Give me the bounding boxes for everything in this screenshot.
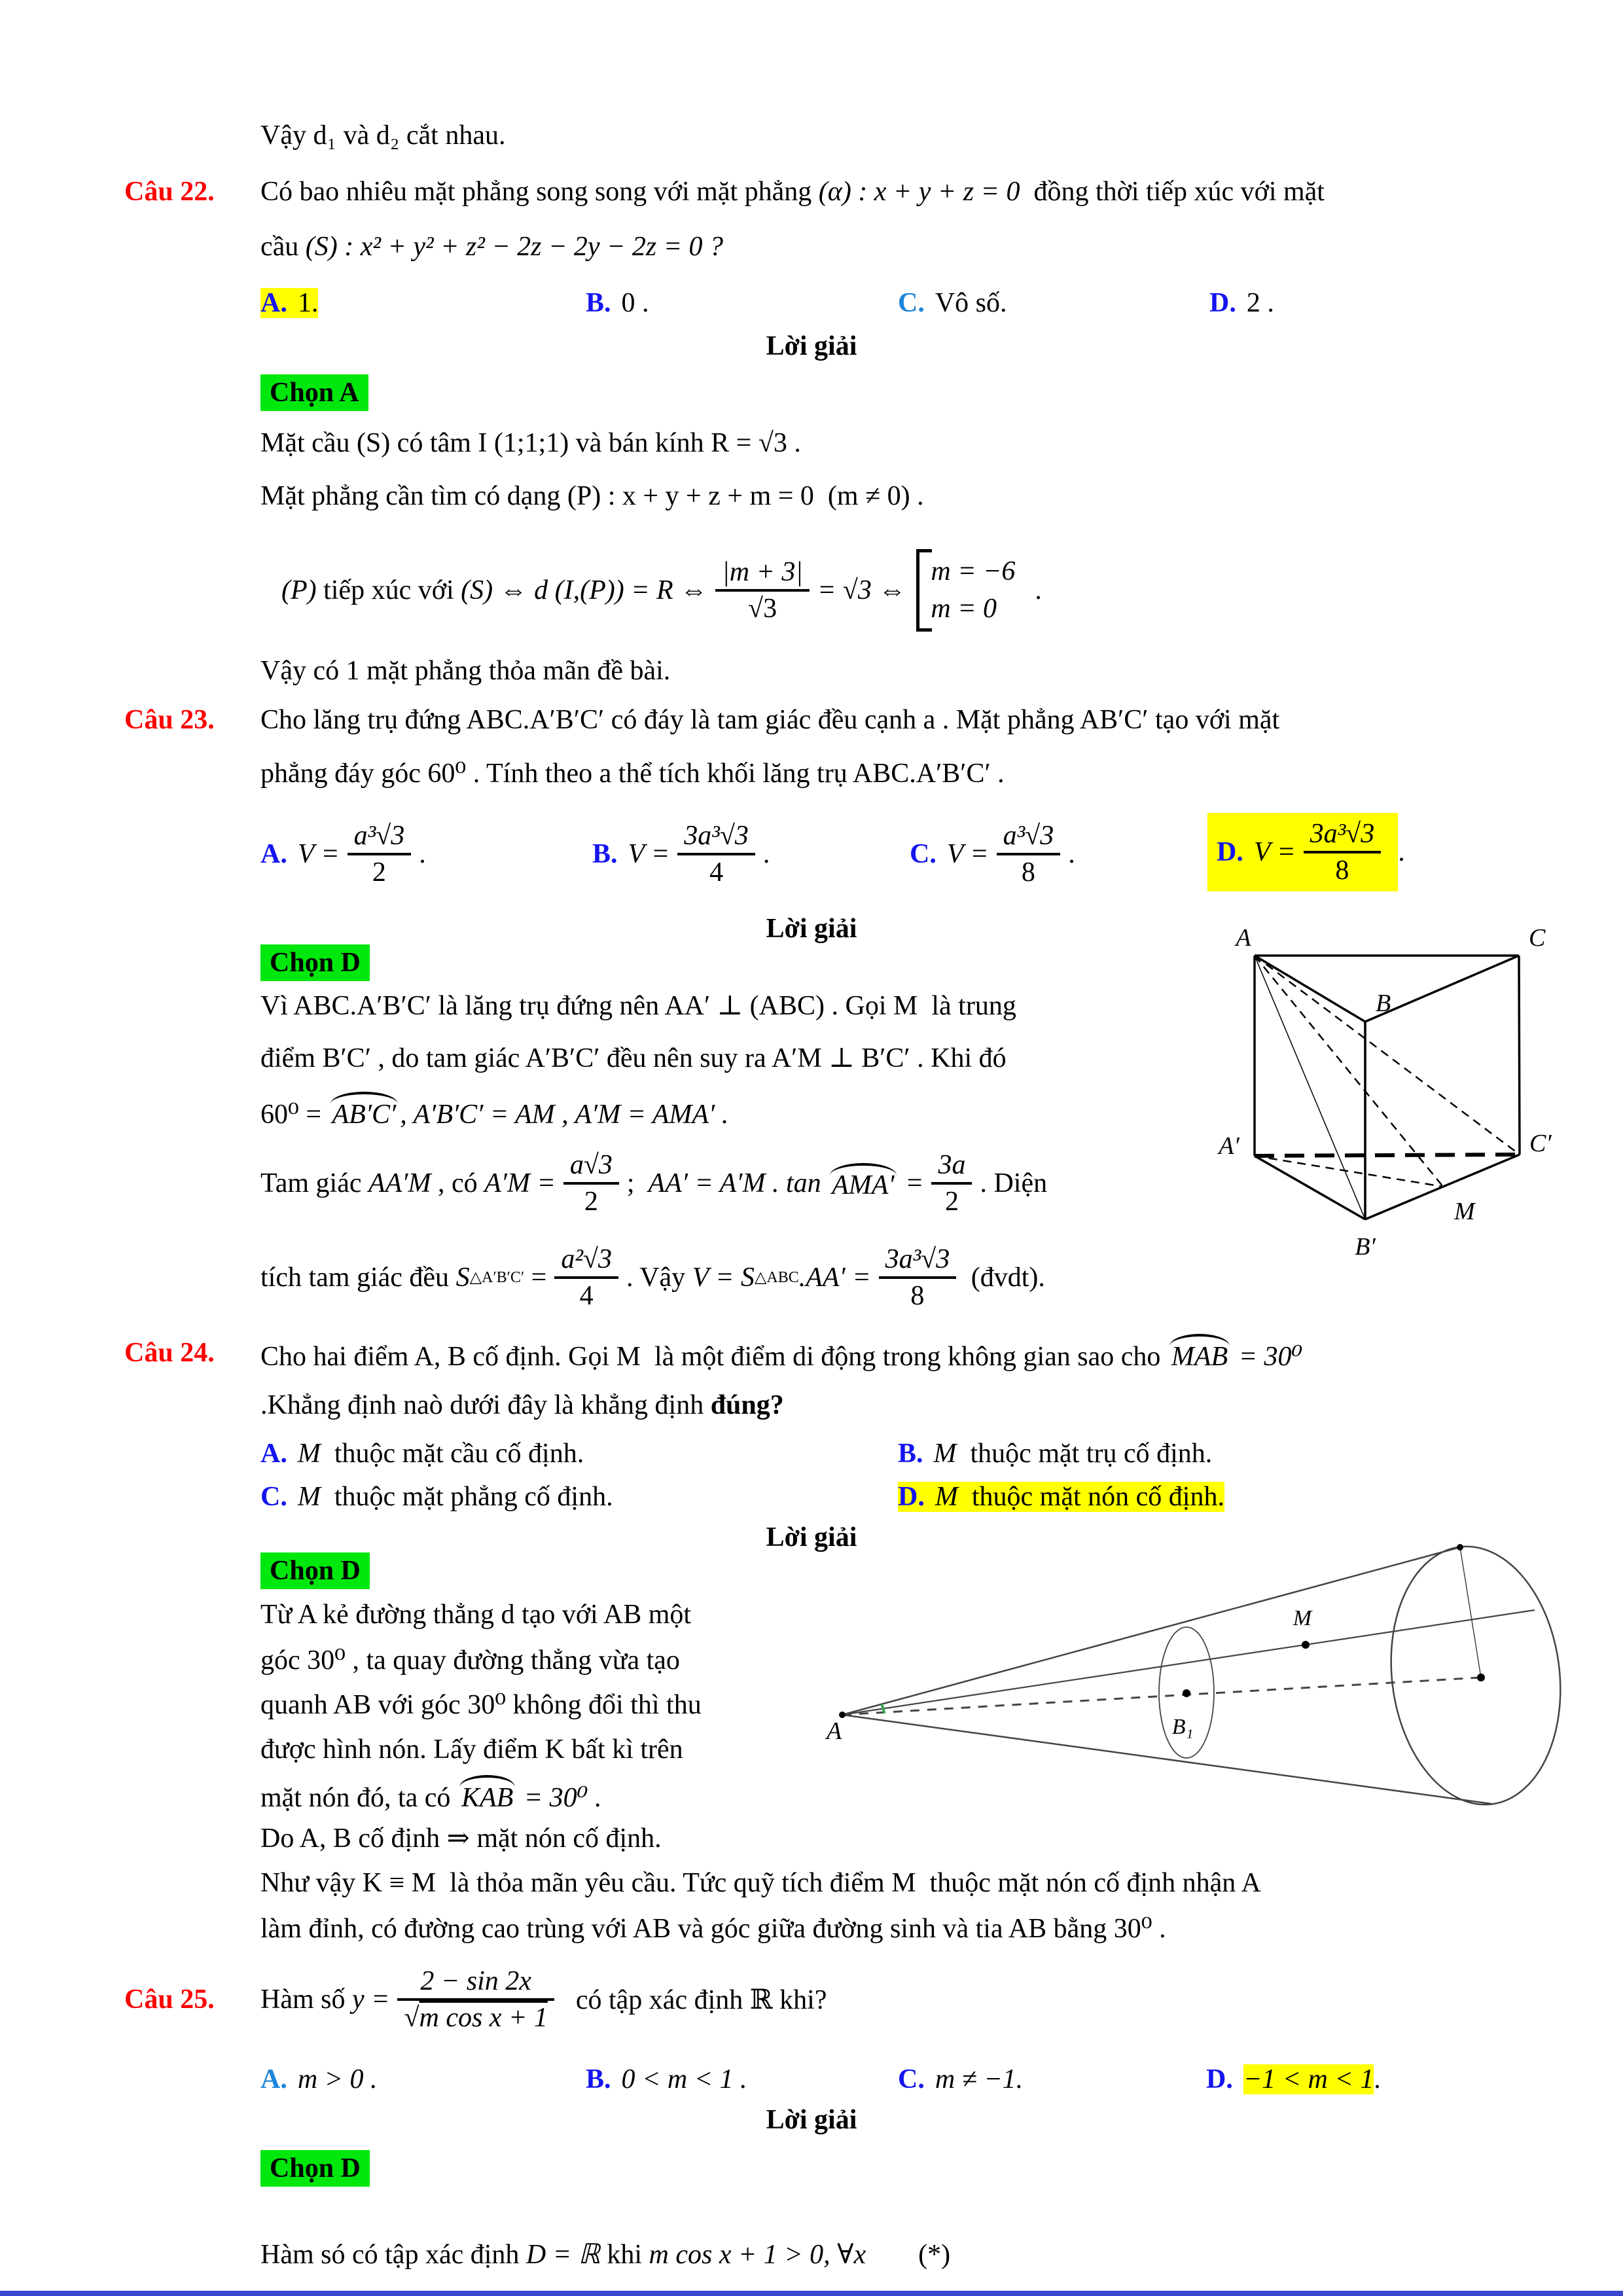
q22-line1: Có bao nhiêu mặt phẳng song song với mặt phẳng (α) : x + y + z = 0 đồng thời tiếp xúc với mặt <box>260 177 1325 207</box>
q22-option-b-letter: B. <box>586 288 611 318</box>
sqrt-sign: √ <box>404 2003 419 2033</box>
q23-fraction-am: $\frac{a√3}{2}$ <box>563 1149 619 1217</box>
q23-answer-highlight: D. V = $\frac{\text{3a³√3}}{8}$ <box>1207 813 1398 891</box>
q22-label: Câu 22. <box>124 177 215 207</box>
prism-label-a1: A′ <box>1219 1132 1240 1160</box>
q22-option-d: D. 2 . <box>1209 288 1274 318</box>
q25-answer-highlight: −1 < m < 1 <box>1243 2064 1374 2094</box>
q23-option-a-fraction: $\frac{\text{a³√3}}{2}$ <box>348 820 412 888</box>
prism-diagonal-ab <box>1255 956 1365 1219</box>
q22-option-c: C. Vô số. <box>898 288 1007 318</box>
prism-label-c1: C′ <box>1529 1130 1552 1157</box>
q23-solution-line4: Tam giác AA′M , có A′M = $\frac{a√3}{2}$ ; AA′ = A′M . tan AMA′ = $\frac{3a}{2}$ . Diện <box>260 1150 1048 1217</box>
q25-loi-giai-heading: Lời giải <box>766 2105 857 2135</box>
q25-option-b: B. 0 < m < 1 . <box>586 2064 747 2094</box>
q25-chosen-answer: Chọn D <box>260 2150 370 2187</box>
q24-label: Câu 24. <box>124 1338 215 1368</box>
q22-fraction: $\frac{|m + 3|}{√3}$ <box>715 556 810 624</box>
q22-solution-line2: Mặt phẳng cần tìm có dạng (P) : x + y + z + m = 0 (m ≠ 0) . <box>260 481 924 511</box>
q22-option-d-letter: D. <box>1209 288 1236 318</box>
q25-option-a: A. m > 0 . <box>260 2064 378 2094</box>
q24-option-d-letter: D. <box>898 1482 925 1512</box>
q25-option-b-letter: B. <box>586 2064 611 2094</box>
q22-solution-equation: (P) tiếp xúc với (S) ⇔ d (I,(P)) = R ⇔ $\frac{|m + 3|}{√3}$ = √3 ⇔ m = −6 m = 0 . <box>281 531 1042 649</box>
q24-solution-line3: quanh AB với góc 30⁰ không đổi thì thu <box>260 1690 702 1720</box>
prism-figure <box>1211 913 1603 1313</box>
q24-answer-highlight: D. M thuộc mặt nón cố định. <box>898 1482 1224 1512</box>
q24-solution-full2: làm đỉnh, có đường cao trùng với AB và góc giữa đường sinh và tia AB bằng 30⁰ . <box>260 1914 1166 1944</box>
intro-line: Vậy d₁ và d₂ cắt nhau. <box>260 120 506 151</box>
q23-chosen-answer: Chọn D <box>260 944 370 981</box>
q24-chosen-answer: Chọn D <box>260 1552 370 1589</box>
q22-loi-giai-heading: Lời giải <box>766 331 857 361</box>
cone-dots <box>839 1544 1485 1718</box>
q23-option-a-letter: A. <box>260 839 287 869</box>
prism-label-b1: B′ <box>1355 1233 1376 1261</box>
q25-option-d-letter: D. <box>1206 2064 1233 2094</box>
q24-solution-line2: góc 30⁰ , ta quay đường thẳng vừa tạo <box>260 1645 680 1676</box>
q24-line2: .Khẳng định naò dưới đây là khẳng định đúng? <box>260 1390 784 1420</box>
q24-solution-line5: mặt nón đó, ta có KAB = 30⁰ . <box>260 1778 601 1814</box>
q22-plane-formula: (α) : x + y + z = 0 <box>818 177 1020 207</box>
q23-line2: phẳng đáy góc 60⁰ . Tính theo a thể tích khối lăng trụ ABC.A′B′C′ . <box>260 759 1005 789</box>
q22-solution-line1: Mặt cầu (S) có tâm I (1;1;1) và bán kính R = √3 . <box>260 428 801 458</box>
q22-option-a <box>260 287 318 319</box>
q24-option-c-letter: C. <box>260 1482 287 1512</box>
cone-radius-line <box>1460 1547 1481 1677</box>
q23-fraction-aa: $\frac{3a}{2}$ <box>931 1149 972 1217</box>
q25-option-d: D. −1 < m < 1. <box>1206 2064 1381 2094</box>
sqrt-body: m cos x + 1 <box>419 2003 548 2033</box>
cone-label-a: A <box>827 1717 842 1745</box>
q22-option-a-letter: A. <box>260 288 287 318</box>
q22-sphere-formula: (S) : x² + y² + z² − 2z − 2y − 2z = 0 ? <box>305 232 724 262</box>
prism-label-m: M <box>1454 1198 1475 1225</box>
q25-option-c-letter: C. <box>898 2064 925 2094</box>
q23-angle-arc: AB′C′ <box>329 1098 401 1131</box>
q24-solution-line4: được hình nón. Lấy điểm K bất kì trên <box>260 1734 683 1765</box>
q23-loi-giai-heading: Lời giải <box>766 914 857 944</box>
q23-solution-line3: 60⁰ = AB′C′ , A′B′C′ = AM , A′M = AMA′ . <box>260 1094 728 1131</box>
q25-fraction: $\frac{2 - \sin 2x}{\text{√m cos x + 1}}$ <box>397 1965 554 2034</box>
q22-solution-line4: Vậy có 1 mặt phẳng thỏa mãn đề bài. <box>260 656 671 686</box>
footer-line <box>0 2291 1623 2296</box>
q23-line1: Cho lăng trụ đứng ABC.A′B′C′ có đáy là tam giác đều cạnh a . Mặt phẳng AB′C′ tạo với mặt <box>260 705 1280 735</box>
q22-line2: cầu (S) : x² + y² + z² − 2z − 2y − 2z = 0 ? <box>260 232 724 262</box>
cone-m-generator <box>842 1610 1535 1715</box>
prism-hidden-edge <box>1255 1155 1520 1156</box>
prism-svg <box>1211 913 1603 1306</box>
q24-solution-line6: Do A, B cố định ⇒ mặt nón cố định. <box>260 1823 662 1854</box>
q24-solution-full1: Như vậy K ≡ M là thỏa mãn yêu cầu. Tức quỹ tích điểm M thuộc mặt nón cố định nhận A <box>260 1868 1261 1898</box>
prism-label-b: B <box>1376 990 1391 1017</box>
q25-star-marker: (*) <box>918 2240 951 2270</box>
q24-option-c: C. M thuộc mặt phẳng cố định. <box>260 1482 613 1512</box>
q23-option-d: D. V = $\frac{\text{3a³√3}}{8}$ . <box>1207 800 1405 905</box>
q23-angle-arc-ama: AMA′ <box>828 1170 898 1201</box>
q23-fraction-area: $\frac{\text{a²√3}}{4}$ <box>554 1244 618 1312</box>
cone-svg <box>821 1541 1607 1816</box>
cone-axis <box>842 1677 1481 1715</box>
q22-case-bracket: m = −6 m = 0 <box>916 549 1024 631</box>
q23-option-c-letter: C. <box>910 839 936 869</box>
q23-option-b-letter: B. <box>592 839 618 869</box>
q23-option-c: C. V = $\frac{\text{a³√3}}{8}$ . <box>910 821 1075 888</box>
q23-fraction-volume: $\frac{\text{3a³√3}}{8}$ <box>879 1244 957 1312</box>
q24-option-b: B. M thuộc mặt trụ cố định. <box>898 1439 1213 1469</box>
cone-label-b1: B₁ <box>1171 1715 1194 1739</box>
q25-option-c: C. m ≠ −1. <box>898 2064 1024 2094</box>
q24-loi-giai-heading: Lời giải <box>766 1522 857 1552</box>
q23-option-d-fraction: $\frac{\text{3a³√3}}{8}$ <box>1304 818 1382 886</box>
q24-solution-line1: Từ A kẻ đường thẳng d tạo với AB một <box>260 1600 692 1630</box>
prism-label-c: C <box>1529 924 1546 952</box>
q25-question: Hàm số y = $\frac{2 - \sin 2x}{\text{√m cos x + 1}}$ có tập xác định ℝ khi? <box>260 1966 827 2033</box>
q25-label: Câu 25. <box>124 1984 215 2015</box>
q25-option-a-letter: A. <box>260 2064 287 2094</box>
q24-angle-arc: MAB <box>1168 1340 1232 1373</box>
cone-figure <box>821 1541 1607 1823</box>
q24-option-b-letter: B. <box>898 1439 923 1469</box>
q23-option-b-fraction: $\frac{\text{3a³√3}}{4}$ <box>677 820 755 888</box>
cone-top-generator <box>842 1547 1460 1715</box>
q25-solution-line: Hàm só có tập xác định D = ℝ khi m cos x + 1 > 0, ∀x (*) <box>260 2240 951 2270</box>
q23-option-d-letter: D. <box>1217 837 1243 867</box>
q24-line1: Cho hai điểm A, B cố định. Gọi M là một điểm di động trong không gian sao cho MAB = 30⁰ <box>260 1336 1302 1373</box>
q23-solution-line5: tích tam giác đều S △A′B′C′ = $\frac{\text{a²√3}}{4}$ . Vậy V = S △ABC .AA′ = $\frac{\text{3a³√3}}{8}$ (đvdt). <box>260 1244 1045 1311</box>
q24-angle-arc-kab: KAB <box>457 1782 517 1814</box>
q23-label: Câu 23. <box>124 705 215 735</box>
q23-option-a: A. V = $\frac{\text{a³√3}}{2}$ . <box>260 821 426 888</box>
q23-option-b: B. V = $\frac{\text{3a³√3}}{4}$ . <box>592 821 770 888</box>
q23-solution-line1: Vì ABC.A′B′C′ là lăng trụ đứng nên AA′ ⊥ (ABC) . Gọi M là trung <box>260 991 1016 1021</box>
q23-solution-line2: điểm B′C′ , do tam giác A′B′C′ đều nên suy ra A′M ⊥ B′C′ . Khi đó <box>260 1043 1007 1073</box>
q22-chosen-answer: Chọn A <box>260 374 368 411</box>
q22-option-b: B. 0 . <box>586 288 649 318</box>
q24-option-a: A. M thuộc mặt cầu cố định. <box>260 1439 584 1469</box>
q24-option-d <box>898 1480 1224 1513</box>
cone-bottom-generator <box>842 1715 1491 1804</box>
q24-option-a-letter: A. <box>260 1439 287 1469</box>
q22-answer-highlight: A. 1. <box>260 288 319 318</box>
cone-label-m: M <box>1293 1606 1312 1630</box>
q22-option-c-letter: C. <box>898 288 925 318</box>
q23-option-c-fraction: $\frac{\text{a³√3}}{8}$ <box>997 820 1061 888</box>
prism-label-a: A <box>1236 924 1251 952</box>
